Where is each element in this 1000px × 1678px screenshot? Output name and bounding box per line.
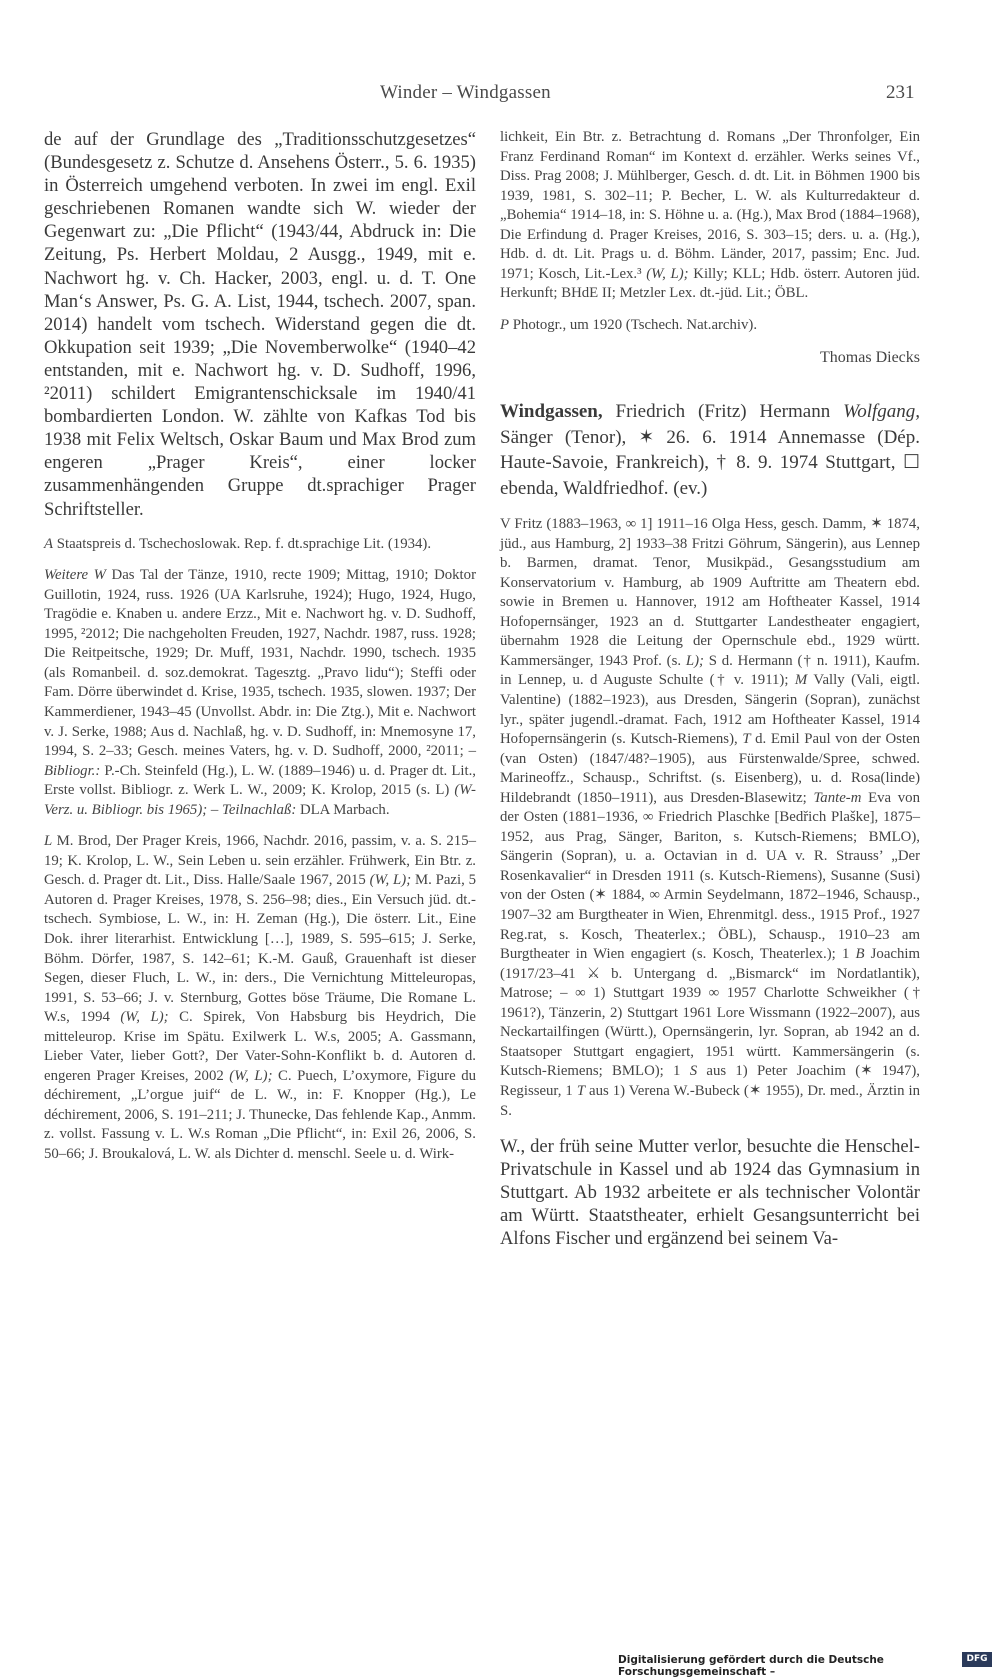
article-author: Thomas Diecks	[820, 349, 920, 367]
entry-dates: Sänger (Tenor), ✶ 26. 6. 1914 Annemasse (Dép. Haute-Savoie, Frankreich), † 8. 9. 1974 Stuttgart, ☐ ebenda, Waldfriedhof. (ev.)	[500, 426, 920, 499]
entry-heading	[500, 399, 920, 501]
genealogy-text-8: aus 1) Verena W.-Bubeck (✶ 1955), Dr. med., Ärztin in S.	[500, 1082, 920, 1119]
literature-continued	[500, 128, 920, 304]
works-sigil: Weitere W	[44, 567, 106, 584]
works-verzeichnis: (W-Verz. u. Bibliogr. bis 1965);	[44, 782, 476, 818]
genealogy-t-sigil: T	[737, 731, 751, 748]
genealogy-s-sigil: S	[680, 1063, 698, 1080]
genealogy-text-2: S d. Hermann († n. 1911), Kaufm. in Lennep, u. d Auguste Schulte († v. 1911);	[500, 652, 920, 689]
literature-wl-1: (W, L);	[365, 872, 412, 889]
literature-paragraph	[44, 832, 476, 1164]
works-nachlass-text: DLA Marbach.	[296, 801, 390, 818]
right-column	[500, 128, 920, 1251]
genealogy-b-sigil: B	[849, 946, 865, 963]
running-head: Winder – Windgassen	[380, 82, 551, 103]
works-bibliography-text: P.-Ch. Steinfeld (Hg.), L. W. (1889–1946) u. d. Prager dt. Lit., Erste vollst. Bibliogr. z. Werk L. W., 2009; K. Krolop, 2015 (s. L)	[44, 762, 476, 799]
left-main-text: de auf der Grundlage des „Traditionsschutzgesetzes“ (Bundesgesetz z. Schutze d. Ansehens Österr., 5. 6. 1935) in Österreich umgehend verboten. In zwei im engl. Exil geschriebenen Romanen wandte sich W. wieder der Gegenwart zu: „Die Pflicht“ (1943/44, Abdruck in: Die Zeitung, Ps. Herbert Moldau, 2 Ausgg., 1949, mit e. Nachwort hg. v. Ch. Hacker, 2003, engl. u. d. T. One Man‘s Answer, Ps. G. A. List, 1944, tschech. 2007, span. 2014) handelt vom tschech. Widerstand gegen die dt. Okkupation seit 1939; „Die Novemberwolke“ (1940–42 entstanden, mit e. Nachwort hg. v. D. Sudhoff, 1996, ²2011) schildert Emigrantenschicksale im 1940/41 bombardierten London. W. zählte von Kafkas Tod bis 1938 mit Felix Weltsch, Oskar Baum und Max Brod zum engeren „Prager Kreis“, einer locker zusammenhängenden Gruppe dt.sprachiger Prager Schriftsteller.	[44, 129, 476, 520]
photo-text: Photogr., um 1920 (Tschech. Nat.archiv).	[509, 316, 758, 333]
funding-note: Digitalisierung gefördert durch die Deutsche Forschungsgemeinschaft –	[618, 1654, 884, 1678]
literature-wl-3: (W, L);	[223, 1067, 273, 1084]
genealogy-m-sigil: M	[788, 672, 808, 689]
works-bibliography-sigil: Bibliogr.:	[44, 762, 101, 779]
genealogy-tante-sigil: Tante-m	[806, 789, 862, 806]
genealogy-l-ref: L);	[681, 652, 704, 669]
literature-text-2: M. Pazi, 5 Autoren d. Prager Kreises, 1978, S. 256–98; dies., Ein Versuch jüd. dt.-tschech. Symbiose, L. W., in: H. Zeman (Hg.), Die österr. Lit., Eine Dok. ihrer literarhist. Entwicklung […], 1989, S. 595–615; J. Serke, Böhm. Dörfer, 1987, S. 142–61; K.-M. Gauß, Grauenhaft ist dieser Segen, dieser Fluch, L. W., in: ders., Die Vernichtung Mitteleuropas, 1991, S. 53–66; J. v. Sternburg, Gottes böse Träume, Die Romane L. W.s, 1994	[44, 872, 477, 1026]
photo-sigil: P	[500, 316, 510, 333]
left-column	[44, 128, 476, 1165]
genealogy-text-3: Vally (Vali, eigtl. Valentine) (1882–1923), aus Dresden, Sängerin (Sopran), zunächst lyr., später jugendl.-dramat. Fach, 1912 am Hoftheater Kassel, 1914 Hofopernsängerin (s. Kutsch-Riemens),	[500, 672, 920, 748]
works-nachlass-sigil: – Teilnachlaß:	[207, 801, 297, 818]
photo-paragraph	[500, 316, 920, 336]
entry-name: Windgassen,	[500, 401, 603, 423]
literature-text-4: C. Puech, L’oxymore, Figure du déchirement, „L’orgue juif“ de L. W., in: F. Knopper (Hg.), Le déchirement, 2006, S. 191–211; J. Thunecke, Das fehlende Kap., Anmm. z. vollst. Fassung v. L. W.s Roman „Die Pflicht“, in: Exil 26, 2006, S. 50–66; J. Broukalová, L. W. als Dichter d. menschl. Seele u. d. Wirk-	[44, 1067, 476, 1162]
works-paragraph	[44, 566, 476, 820]
genealogy-t2-sigil: T	[572, 1082, 586, 1099]
genealogy-text-1: V Fritz (1883–1963, ∞ 1] 1911–16 Olga Hess, gesch. Damm, ✶ 1874, jüd., aus Hamburg, 2] 1933–38 Fritzi Göhrum, Sängerin), aus Lennep b. Barmen, dramat. Tenor, Musikpäd., Gesangsstudium am Konservatorium v. Hamburg, ab 1909 Auftritte am Theatern ebd. sowie in Bremen u. Hannover, 1912 am Hoftheater Kassel, 1914 Hofopernsänger, 1923 an d. Stuttgarter Landestheater engagiert, übernahm 1928 die Leitung der Opernschule ebd., 1929 württ. Kammersänger, 1943 Prof. (s.	[500, 516, 920, 669]
literature-text-1: M. Brod, Der Prager Kreis, 1966, Nachdr. 2016, passim, v. a. S. 215–19; K. Krolop, L. W., Sein Leben u. sein erzähler. Frühwerk, Ein Btr. z. Gesch. d. Prager dt. Lit., Diss. Halle/Saale 1967, 2015	[44, 833, 476, 889]
genealogy-text-4: d. Emil Paul von der Osten (van Osten) (1847/48?–1905), aus Fürstenwalde/Spree, schwed. Marineoffz., Schausp., Schriftst. (s. Eisenberg), u. d. Rosa(linde) Hildebrandt (1850–1911), aus Dresden-Blasewitz;	[500, 731, 920, 806]
entry-forenames-italic: Wolfgang,	[830, 401, 920, 423]
genealogy-text-5: Eva von der Osten (1881–1936, ∞ Friedrich Plaschke [Bedřich Plaške], 1875–1952, aus Prag, Sänger, Bariton, s. Kutsch-Riemens; BMLO), Sängerin (Sopran), u. a. Octavian in d. UA v. R. Strauss’ „Der Rosenkavalier“ in Dresden 1911 (s. Kutsch-Riemens), Susanne (Susi) von der Osten (✶ 1884, ∞ Armin Seydelmann, 1872–1946, Schausp., 1907–32 am Burgtheater in Wien, Ehrenmitgl. dess., 1915 Prof., 1927 Reg.rat, s. Kosch, Theaterlex.; ÖBL), Schausp., 1910–23 am Burgtheater in Wien engagiert (s. Kosch, Theaterlex.); 1	[500, 789, 920, 963]
page-number: 231	[886, 82, 915, 103]
entry-forenames: Friedrich (Fritz) Hermann	[602, 401, 831, 423]
dfg-logo: DFG	[962, 1652, 992, 1667]
genealogy-text-6: Joachim (1917/23–41 ⚔ b. Untergang d. „Bismarck“ im Nordatlantik), Matrose; – ∞ 1) Stuttgart 1939 ∞ 1957 Charlotte Schweikher († 1961?), Tänzerin, 2) Stuttgart 1961 Lore Wissmann (1922–2007), aus Neckartailfingen (Württ.), Opernsängerin, lyr. Sopran, ab 1942 an d. Staatsoper Stuttgart engagiert, 1951 württ. Kammersängerin (s. Kutsch-Riemens; BMLO); 1	[500, 946, 920, 1080]
awards-paragraph	[44, 535, 476, 555]
works-text: Das Tal der Tänze, 1910, recte 1909; Mittag, 1910; Doktor Guillotin, 1924, russ. 1926 (UA Karlsruhe, 1924); Hugo, 1924, Hugo, Tragödie e. Knaben u. andere Erzz., Mit e. Nachwort hg. v. D. Sudhoff, 1995, ²2012; Die nachgeholten Freuden, 1927, Nachdr. 1987, russ. 1928; Die Reitpeitsche, 1929; Dr. Muff, 1931, Nachdr. 1990, tschech. 1935 (als Romanbeil. d. soz.demokrat. Tagesztg. „Pravo lidu“); Steffi oder Fam. Dörre überwindet d. Krise, 1935, tschech. 1935, slowen. 1937; Der Kammerdiener, 1943–45 (Unvollst. Abdr. in: Die Ztg.), Mit e. Nachwort v. J. Serke, 1988; Aus d. Nachlaß, hg. v. D. Sudhoff, in: Mnemosyne 17, 1994, S. 2–33; Gesch. meines Vaters, hg. v. D. Sudhoff, 2000, ²2011; –	[44, 567, 476, 760]
awards-text: Staatspreis d. Tschechoslowak. Rep. f. dt.sprachige Lit. (1934).	[53, 535, 432, 552]
genealogy-paragraph	[500, 515, 920, 1121]
awards-sigil: A	[44, 535, 54, 552]
literature-cont-wl: (W, L);	[641, 265, 689, 282]
literature-cont-text-1: lichkeit, Ein Btr. z. Betrachtung d. Romans „Der Thronfolger, Ein Franz Ferdinand Roman“ im Kontext d. erzähler. Werks seines Vf., Diss. Prag 2008; J. Mühlberger, Gesch. d. dt. Lit. in Böhmen 1900 bis 1939, 1981, S. 302–11; P. Becher, L. W. als Kulturredakteur d. „Bohemia“ 1914–18, in: S. Höhne u. a. (Hg.), Max Brod (1884–1968), Die Erfindung d. Prager Kreises, 2016, S. 303–15; ders. u. a. (Hg.), Hdb. d. dt. Lit. Prags u. d. Böhm. Länder, 2017, passim; Enc. Jud. 1971; Kosch, Lit.-Lex.³	[500, 129, 920, 282]
genealogy-text-7: aus 1) Peter Joachim (✶ 1947), Regisseur, 1	[500, 1063, 920, 1099]
literature-sigil: L	[44, 833, 53, 850]
literature-text-3: C. Spirek, Von Habsburg bis Heydrich, Die mitteleurop. Krise im Spätu. Exilwerk L. W.s, 2005; A. Gassmann, Lieber Vater, lieber Gott?, Der Vater-Sohn-Konflikt b. d. Autoren d. engeren Prager Kreises, 2002	[44, 1009, 476, 1084]
right-main-text: W., der früh seine Mutter verlor, besuchte die Henschel-Privatschule in Kassel und ab 1924 das Gymnasium in Stuttgart. Ab 1932 arbeitete er als technischer Volontär am Württ. Staatstheater, erhielt Gesangsunterricht bei Alfons Fischer und ergänzend bei seinem Va-	[500, 1136, 920, 1250]
literature-wl-2: (W, L);	[109, 1009, 169, 1026]
literature-cont-text-2: Killy; KLL; Hdb. österr. Autoren jüd. Herkunft; BHdE II; Metzler Lex. dt.-jüd. Lit.; ÖBL.	[500, 265, 921, 302]
